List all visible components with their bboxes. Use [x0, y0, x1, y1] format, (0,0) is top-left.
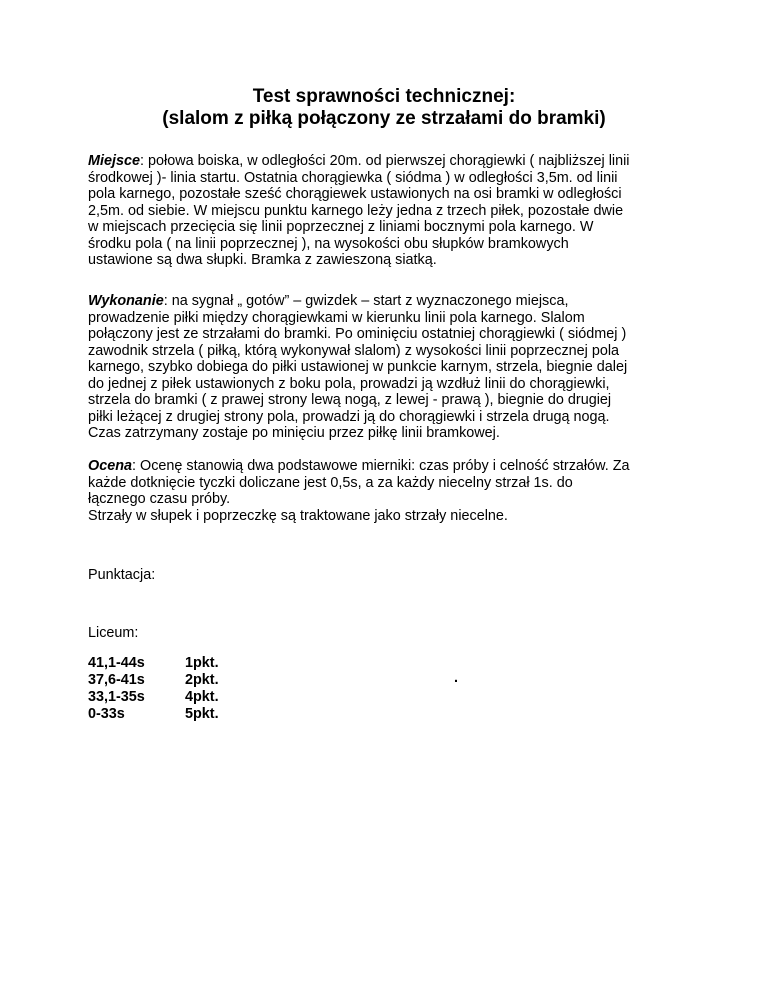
score-points: 4pkt.: [185, 689, 219, 705]
section-line: strzela do bramki ( z prawej strony lewą nogą, z lewej - prawą ), biegnie do drugiej: [88, 392, 612, 408]
section-line: każde dotknięcie tyczki doliczane jest 0,5s, a za każdy niecelny strzał 1s. do: [88, 474, 573, 491]
section-line: zawodnik strzela ( piłką, którą wykonywał slalom) z wysokości linii poprzecznej pola: [88, 342, 620, 359]
section-text: : na sygnał „ gotów” – gwizdek – start z wyznaczonego miejsca,: [163, 293, 569, 309]
section-wykonanie: [88, 293, 688, 442]
score-points: 5pkt.: [185, 706, 219, 722]
section-line: środkowej )- linia startu. Ostatnia chorągiewka ( siódma ) w odległości 3,5m. od linii: [88, 169, 618, 186]
section-lead-ocena: Ocena: [88, 458, 132, 474]
section-line: Strzały w słupek i poprzeczkę są traktowane jako strzały niecelne.: [88, 507, 508, 524]
section-line: do jednej z piłek ustawionych z boku pola, prowadzi ją wzdłuż linii do chorągiewki,: [88, 375, 610, 392]
section-ocena: [88, 458, 688, 524]
liceum-label: Liceum:: [88, 625, 139, 641]
section-line: [88, 293, 688, 310]
title-line-2: (slalom z piłką połączony ze strzałami do bramki): [162, 108, 606, 129]
section-line: ustawione są dwa słupki. Bramka z zawieszoną siatką.: [88, 252, 437, 268]
score-time: 0-33s: [88, 706, 125, 722]
section-line: połączony jest ze strzałami do bramki. Po ominięciu ostatniej chorągiewki ( siódmej ): [88, 326, 627, 342]
section-text: : połowa boiska, w odległości 20m. od pierwszej chorągiewki ( najbliższej linii: [140, 153, 630, 169]
section-lead-miejsce: Miejsce: [88, 153, 140, 169]
section-line: w miejscach przecięcia się linii poprzecznej z liniami bocznymi pola karnego. W: [88, 219, 594, 235]
section-text: : Ocenę stanowią dwa podstawowe mierniki: czas próby i celność strzałów. Za: [132, 458, 630, 474]
section-miejsce: [88, 153, 688, 269]
score-row: [88, 655, 219, 672]
section-line: Czas zatrzymany zostaje po minięciu przez piłkę linii bramkowej.: [88, 425, 500, 441]
section-line: łącznego czasu próby.: [88, 491, 231, 507]
score-time: 41,1-44s: [88, 655, 145, 671]
score-time: 37,6-41s: [88, 672, 145, 688]
score-points: 1pkt.: [185, 655, 219, 671]
section-line: prowadzenie piłki między chorągiewkami w kierunku linii pola karnego. Slalom: [88, 309, 585, 326]
score-row: [88, 706, 219, 723]
section-line: [88, 458, 688, 475]
title-line-1: Test sprawności technicznej:: [252, 86, 516, 107]
score-row: [88, 672, 219, 689]
section-line: karnego, szybko dobiega do piłki ustawionej w punkcie karnym, strzela, biegnie dalej: [88, 359, 628, 375]
section-line: pola karnego, pozostałe sześć chorągiewek ustawionych na osi bramki w odległości: [88, 186, 622, 202]
section-line: 2,5m. od siebie. W miejscu punktu karnego leży jedna z trzech piłek, pozostałe dwie: [88, 202, 624, 219]
score-row: [88, 689, 219, 706]
section-line: piłki leżącej z drugiej strony pola, prowadzi ją do chorągiewki i strzela drugą nogą.: [88, 408, 610, 425]
score-points: 2pkt.: [185, 672, 219, 688]
section-lead-wykonanie: Wykonanie: [88, 293, 164, 309]
score-table: [88, 655, 219, 723]
section-line: [88, 153, 688, 170]
section-line: środku pola ( na linii poprzecznej ), na wysokości obu słupków bramkowych: [88, 235, 569, 252]
punktacja-label: Punktacja:: [88, 567, 156, 583]
score-time: 33,1-35s: [88, 689, 145, 705]
stray-dot: .: [454, 670, 458, 686]
